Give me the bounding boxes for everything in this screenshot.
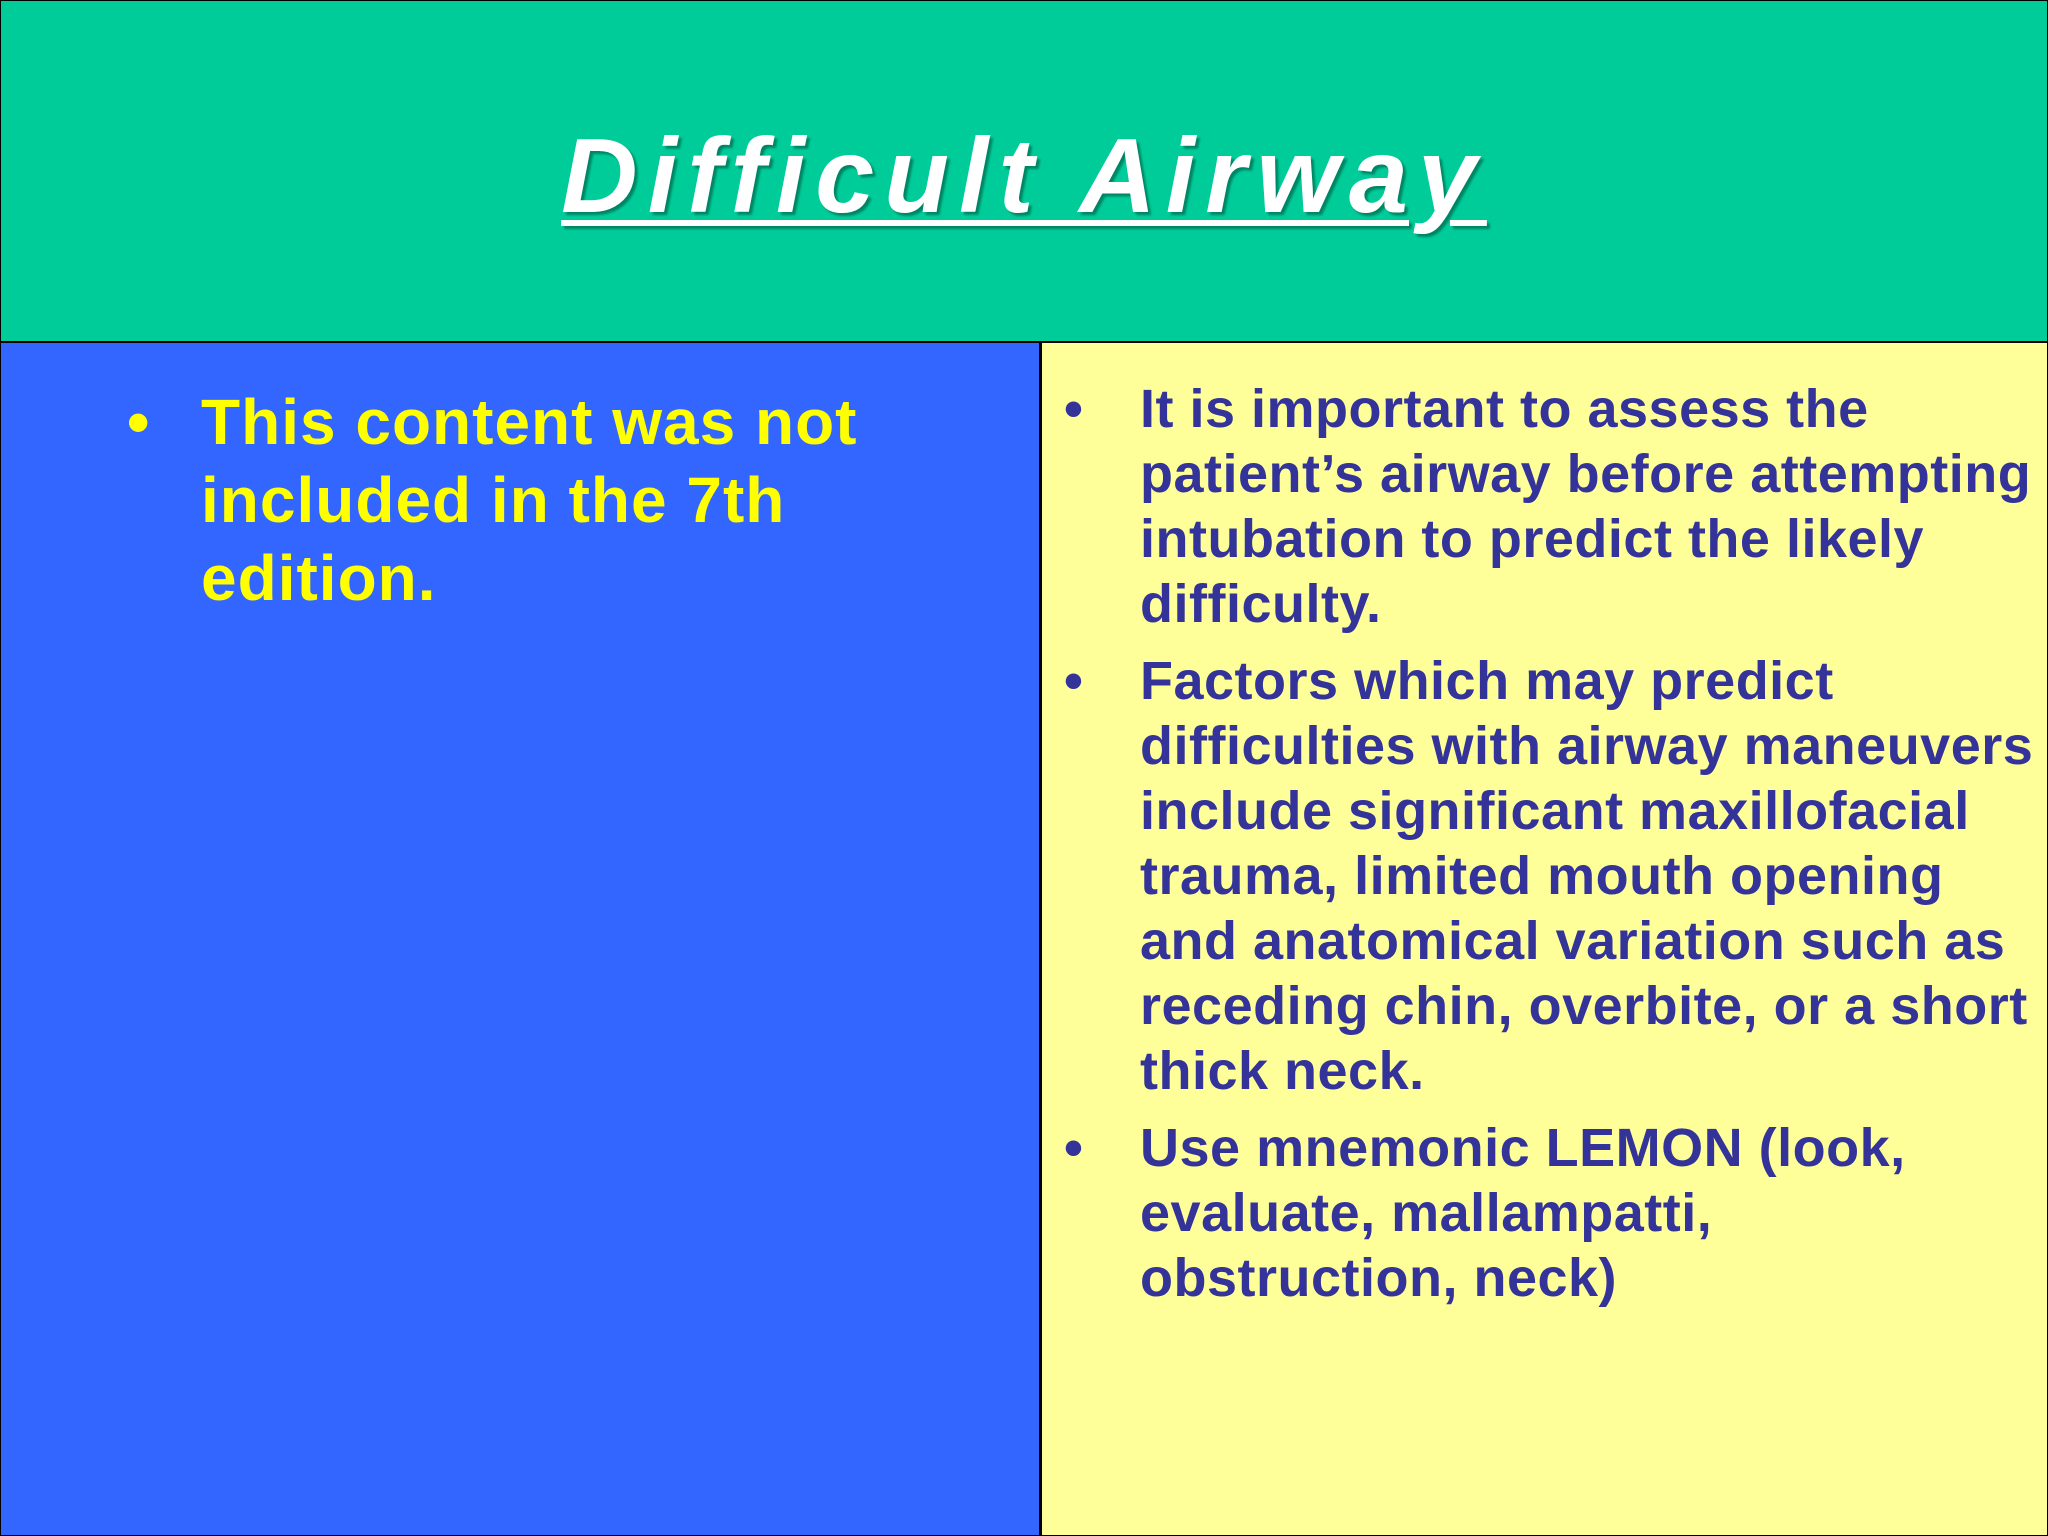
left-bullet-text: This content was not included in the 7th edition. xyxy=(201,386,858,614)
right-bullet-item-assess xyxy=(1064,377,2039,637)
left-bullet-item xyxy=(127,383,1007,617)
right-bullet-item-lemon xyxy=(1064,1116,2039,1311)
slide-title: Difficult Airway xyxy=(561,116,1487,235)
right-column xyxy=(1042,343,2047,1535)
left-column xyxy=(1,343,1039,1535)
title-bar xyxy=(1,1,2047,341)
right-bullet-list xyxy=(1064,377,2039,1323)
right-bullet-item-factors xyxy=(1064,649,2039,1104)
right-bullet-text: Use mnemonic LEMON (look, evaluate, mallampatti, obstruction, neck) xyxy=(1140,1118,1906,1308)
bullet-icon: • xyxy=(1064,651,1084,711)
right-bullet-text: It is important to assess the patient’s airway before attempting intubation to predict the likely difficulty. xyxy=(1140,379,2032,634)
bullet-icon: • xyxy=(1064,1118,1084,1178)
left-bullet-list xyxy=(127,383,1007,617)
bullet-icon: • xyxy=(1064,379,1084,439)
right-bullet-text: Factors which may predict difficulties with airway maneuvers include significant maxillofacial trauma, limited mouth opening and anatomical variation such as receding chin, overbite, or a short thick neck. xyxy=(1140,651,2034,1101)
bullet-icon: • xyxy=(127,386,151,458)
